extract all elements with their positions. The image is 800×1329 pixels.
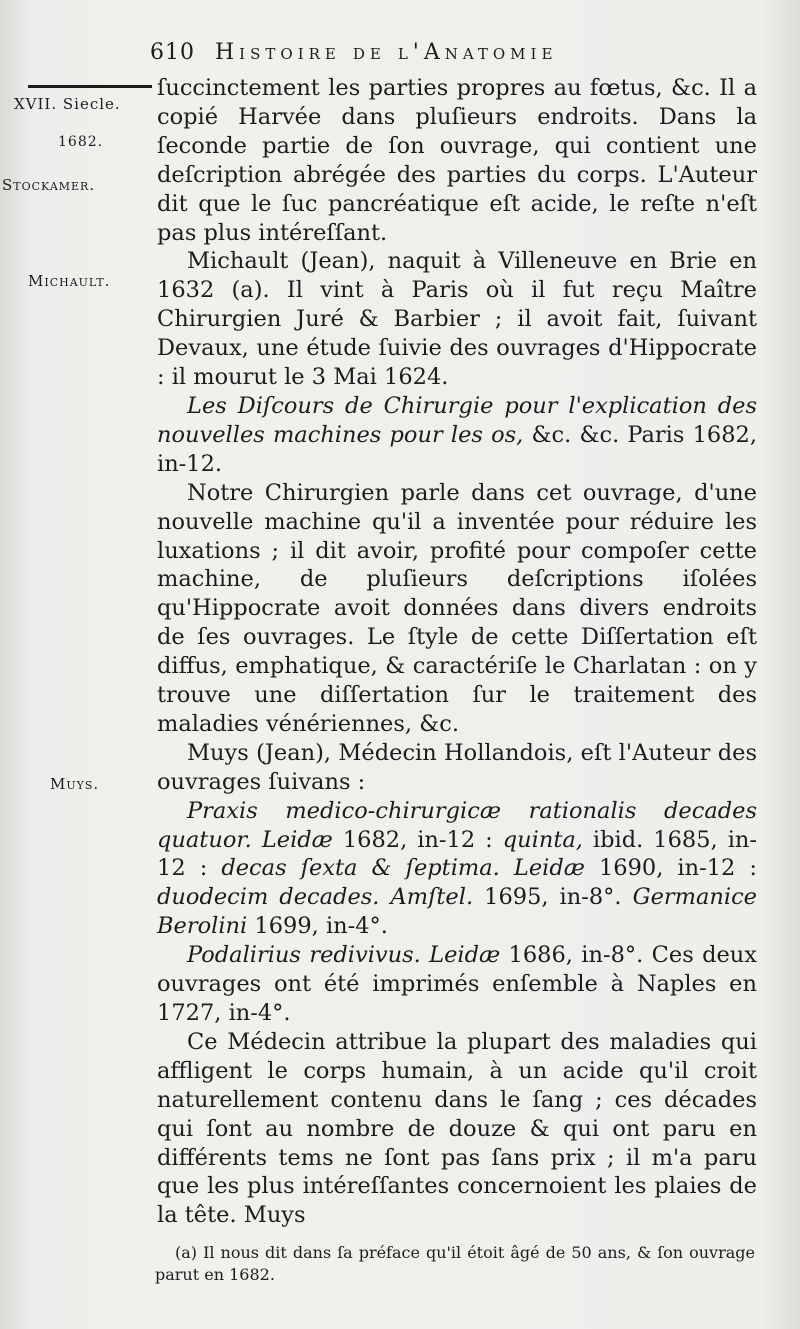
paragraph-podalirius: [157, 941, 757, 1028]
margin-note-michault: Michault.: [28, 272, 111, 290]
paragraph-muys: Muys (Jean), Médecin Hollandois, eſt l'Auteur des ouvrages ſuivans :: [157, 739, 757, 795]
paragraph-michault-work: [157, 392, 757, 479]
paragraph-michault: Michault (Jean), naquit à Villeneuve en Brie en 1632 (a). Il vint à Paris où il fut reçu Maître Chirurgien Juré & Barbier ; il avoit fait, ſuivant Devaux, une étude ſuivie des ouvrages d'Hippocrate : il mourut le 3 Mai 1624.: [157, 248, 757, 391]
paragraph-stockamer: ſuccinctement les parties propres au fœtus, &c. Il a copié Harvée dans pluſieurs endroits. Dans la ſeconde partie de ſon ouvrage, qui contient une deſcription abrégée des parties du corps. L'Auteur dit que le ſuc pancréatique eſt acide, le reſte n'eſt pas plus intéreſſant.: [157, 75, 757, 246]
margin-note-muys: Muys.: [50, 775, 100, 793]
margin-rule: [28, 85, 152, 88]
praxis-duodecim: duodecim decades. Amſtel.: [157, 884, 474, 911]
work-title: Les Diſcours de Chirurgie pour l'explication des nouvelles machines pour les os,: [157, 392, 757, 448]
margin-note-year: 1682.: [58, 134, 104, 150]
podalirius-title: Podalirius redivivus. Leidæ: [187, 942, 501, 969]
praxis-decas: decas ſexta & ſeptima. Leidæ: [221, 855, 585, 882]
margin-note-stockamer: Stockamer.: [2, 176, 96, 194]
praxis-germanice: Germanice Berolini: [157, 884, 757, 940]
paragraph-praxis: [157, 797, 757, 942]
praxis-imprint-5: 1699, in-4°.: [247, 913, 388, 940]
praxis-imprint-4: 1695, in-8°.: [473, 884, 633, 911]
footnote-text: (a) Il nous dit dans ſa préface qu'il étoit âgé de 50 ans, & ſon ouvrage parut en 1682.: [155, 1243, 755, 1284]
running-title: Histoire de l'Anatomie: [215, 40, 558, 65]
praxis-quinta: quinta,: [502, 826, 583, 853]
paragraph-acide: Ce Médecin attribue la plupart des maladies qui affligent le corps humain, à un acide qu'il croit naturellement contenu dans le ſang ; ces décades qui ſont au nombre de douze & qui ont paru en différents tems ne ſont pas ſans prix ; il m'a paru que les plus intéreſſantes concernoient les plaies de la tête. Muys: [157, 1028, 757, 1229]
page-number: 610: [150, 40, 195, 65]
podalirius-imprint: 1686, in-8°. Ces deux ouvrages ont été imprimés enſemble à Naples en 1727, in-4°.: [157, 942, 757, 1026]
work-imprint: &c. &c. Paris 1682, in-12.: [157, 421, 757, 477]
praxis-imprint-1: 1682, in-12 :: [332, 826, 503, 853]
footnote: [155, 1242, 755, 1286]
main-text: [157, 74, 757, 1230]
paragraph-machine: Notre Chirurgien parle dans cet ouvrage, d'une nouvelle machine qu'il a inventée pour réduire les luxations ; il dit avoir, profité pour compoſer cette machine, de pluſieurs deſcriptions iſolées qu'Hippocrate avoit données dans divers endroits de ſes ouvrages. Le ſtyle de cette Diſſertation eſt diffus, emphatique, & caractériſe le Charlatan : on y trouve une diſſertation ſur le traitement des maladies vénériennes, &c.: [157, 479, 757, 737]
praxis-imprint-3: 1690, in-12 :: [584, 855, 757, 882]
praxis-imprint-2: ibid. 1685, in-12 :: [157, 826, 757, 882]
praxis-title: Praxis medico-chirurgicæ rationalis decades quatuor. Leidæ: [157, 797, 757, 853]
margin-note-century: XVII. Siecle.: [14, 95, 121, 113]
running-header: [150, 40, 710, 65]
